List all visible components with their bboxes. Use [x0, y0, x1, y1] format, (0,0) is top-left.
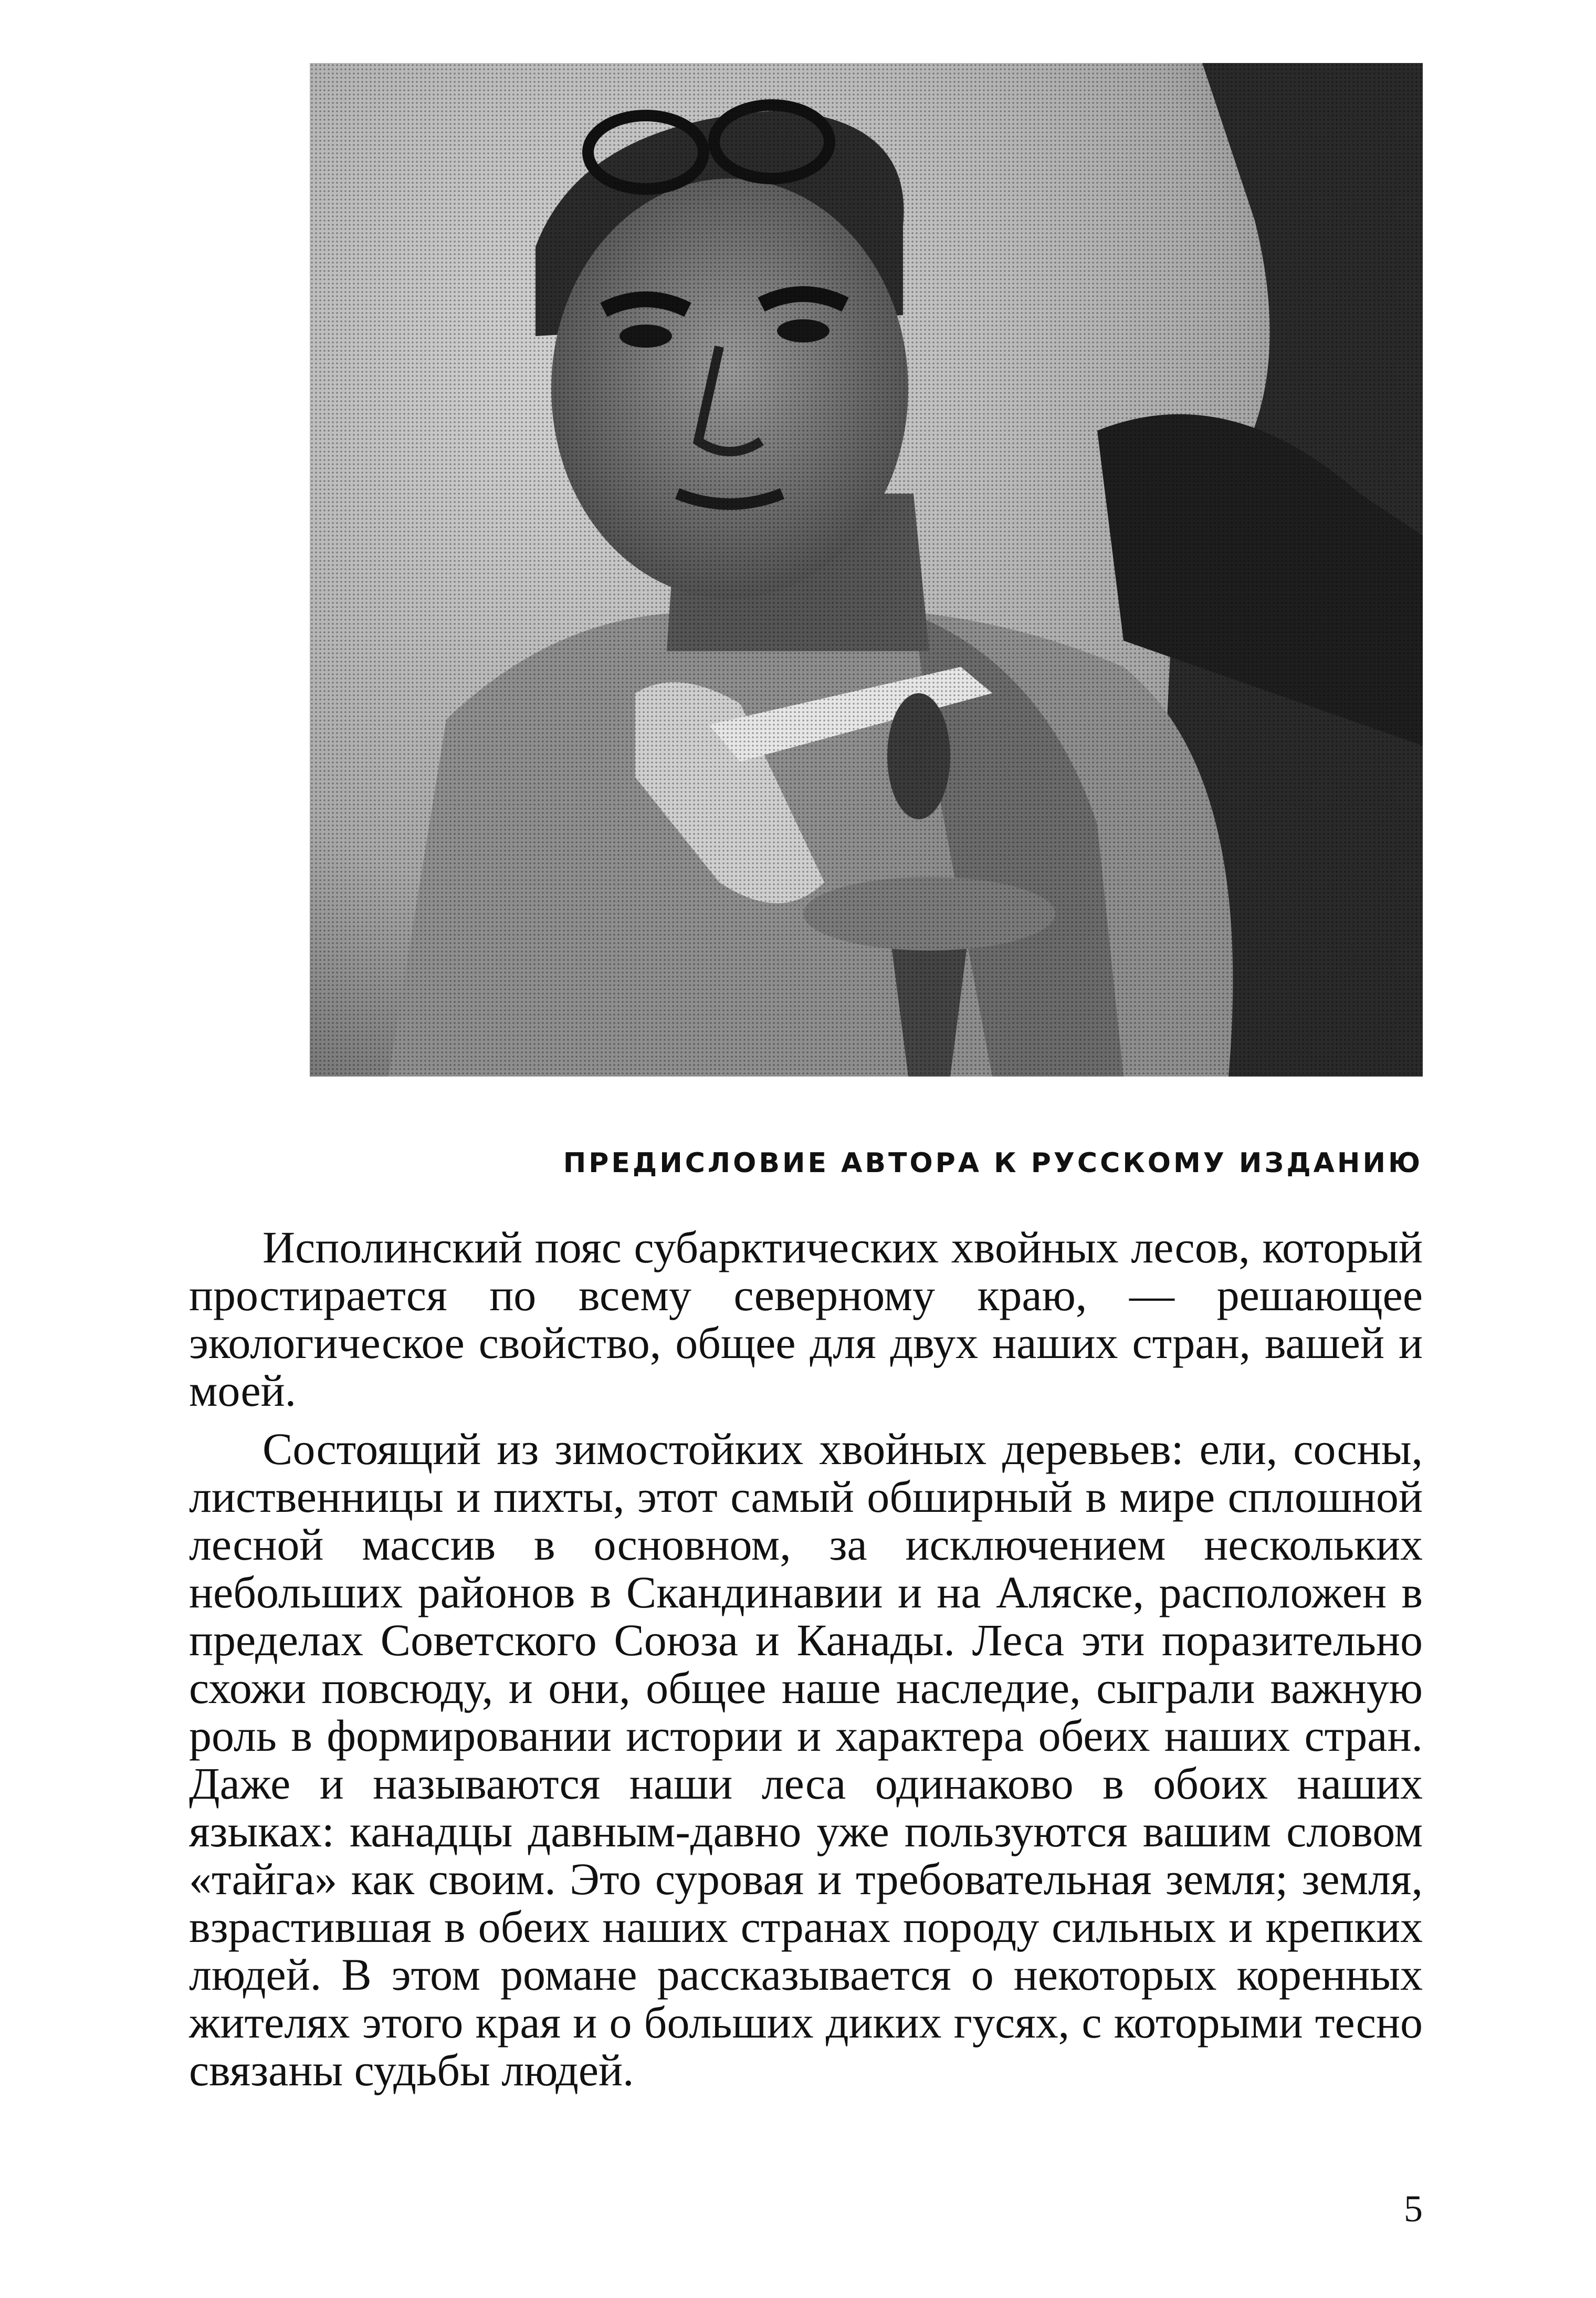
- paragraph: Исполинский пояс субарктических хвойных лесов, который простирается по всему северному краю, — решающее экологическое свойство, общее для двух наших стран, вашей и моей.: [189, 1222, 1423, 1416]
- author-portrait-photo: [310, 63, 1423, 1077]
- portrait-image: [310, 63, 1423, 1077]
- chapter-heading: ПРЕДИСЛОВИЕ АВТОРА К РУССКОМУ ИЗДАНИЮ: [563, 1147, 1423, 1179]
- paragraph: Состоящий из зимостойких хвойных деревьев: ели, сосны, лиственницы и пихты, этот самый обширный в мире сплошной лесной массив в основном, за исключением нескольких небольших районов в Скандинавии и на Аляске, расположен в пределах Советского Союза и Канады. Леса эти поразительно схожи повсюду, и они, общее наше наследие, сыграли важную роль в формировании истории и характера обеих наших стран. Даже и называются наши леса одинаково в обоих наших языках: канадцы давным-давно уже пользуются вашим словом «тайга» как своим. Это суровая и требовательная земля; земля, взрастившая в обеих наших странах породу сильных и крепких людей. В этом романе рассказывается о некоторых коренных жителях этого края и о больших диких гусях, с которыми тесно связаны судьбы людей.: [189, 1424, 1423, 2095]
- page-number: 5: [1404, 2188, 1423, 2230]
- body-text: [189, 1224, 1423, 2105]
